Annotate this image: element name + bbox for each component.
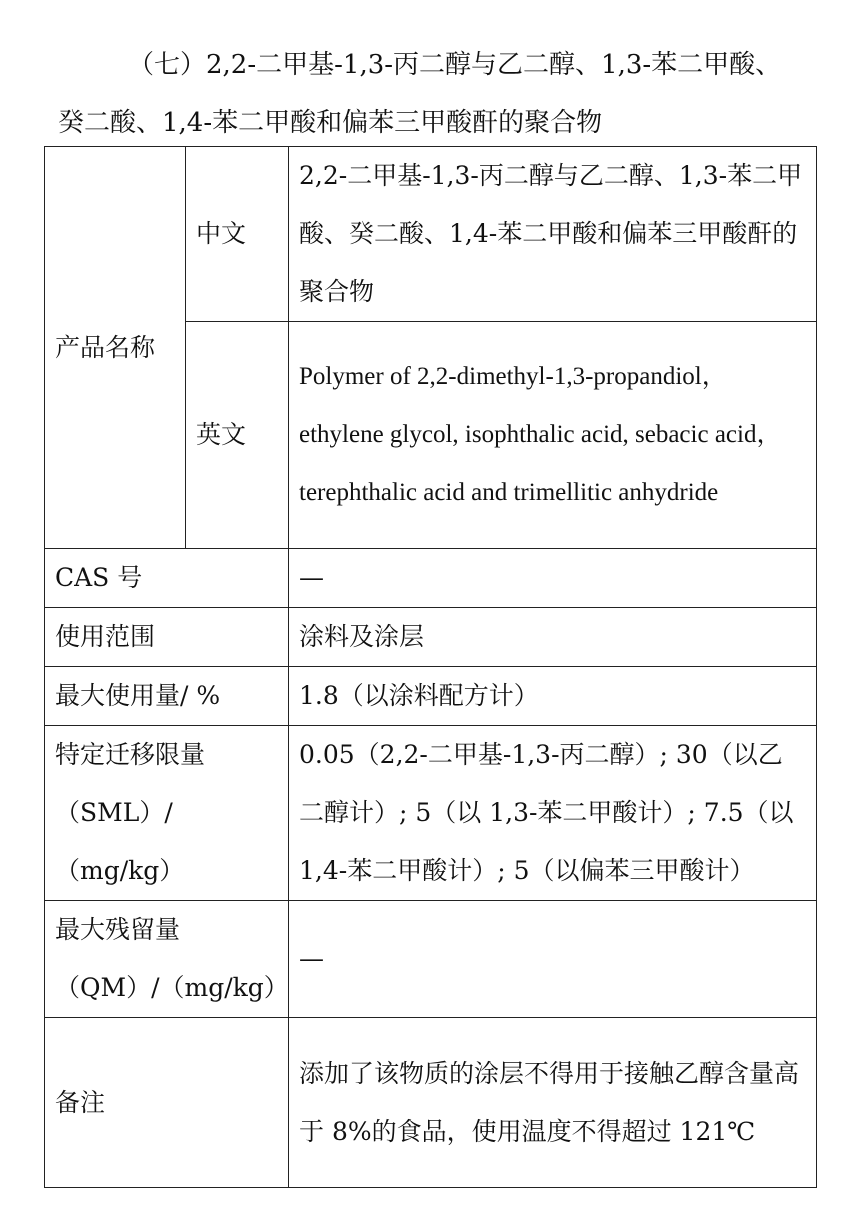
cas-label: CAS 号	[45, 549, 289, 608]
remark-label: 备注	[45, 1018, 289, 1188]
english-label: 英文	[186, 322, 289, 549]
table-row	[45, 147, 817, 322]
product-name-label: 产品名称	[45, 147, 186, 549]
scope-value: 涂料及涂层	[289, 608, 817, 667]
qm-label-line-2: （QM）/（mg/kg）	[55, 973, 289, 1002]
table-row	[45, 667, 817, 726]
max-use-label: 最大使用量/ %	[45, 667, 289, 726]
sml-label-line-1: 特定迁移限量	[55, 740, 206, 769]
heading-line-1: （七）2,2-二甲基-1,3-丙二醇与乙二醇、1,3-苯二甲酸、	[128, 50, 782, 80]
sml-value: 0.05（2,2-二甲基-1,3-丙二醇）; 30（以乙二醇计）; 5（以 1,3-苯二甲酸计）; 7.5（以 1,4-苯二甲酸计）; 5（以偏苯三甲酸计）	[289, 726, 817, 901]
sml-label-line-2: （SML）/（mg/kg）	[55, 798, 185, 885]
table-row	[45, 1018, 817, 1188]
qm-label-line-1: 最大残留量	[55, 915, 181, 944]
scope-label: 使用范围	[45, 608, 289, 667]
section-heading	[44, 36, 819, 152]
sml-label	[45, 726, 289, 901]
chinese-name-value: 2,2-二甲基-1,3-丙二醇与乙二醇、1,3-苯二甲酸、癸二酸、1,4-苯二甲酸和偏苯三甲酸酐的聚合物	[289, 147, 817, 322]
qm-label	[45, 901, 289, 1018]
table-row	[45, 726, 817, 901]
product-info-table	[44, 146, 817, 1188]
table-row	[45, 549, 817, 608]
max-use-value: 1.8（以涂料配方计）	[289, 667, 817, 726]
cas-value: —	[289, 549, 817, 608]
qm-value: —	[289, 901, 817, 1018]
table-row	[45, 901, 817, 1018]
table-row	[45, 608, 817, 667]
chinese-label: 中文	[186, 147, 289, 322]
english-name-value: Polymer of 2,2-dimethyl-1,3-propandiol，ethylene glycol, isophthalic acid, sebacic acid， terephthalic acid and trimellitic anhydride	[289, 322, 817, 549]
remark-value: 添加了该物质的涂层不得用于接触乙醇含量高于 8%的食品，使用温度不得超过 121℃	[289, 1018, 817, 1188]
heading-line-2: 癸二酸、1,4-苯二甲酸和偏苯三甲酸酐的聚合物	[58, 108, 603, 138]
